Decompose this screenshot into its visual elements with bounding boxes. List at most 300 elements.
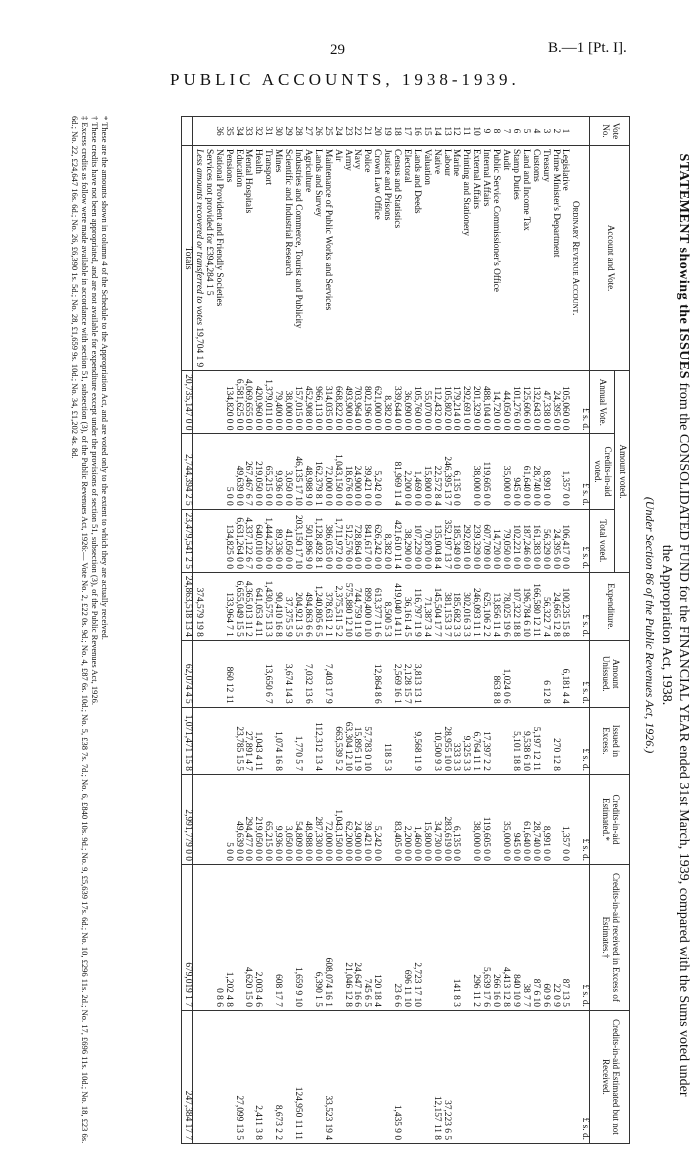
table-row <box>391 117 401 1144</box>
cell-exp: 71,387 3 4 <box>421 572 431 640</box>
cell-cav: 48,988 9 0 <box>302 434 312 509</box>
cell-cnr: 33,523 19 4 <box>322 1010 332 1143</box>
cell-annual: 201,329 0 0 <box>470 371 480 434</box>
cell-total: 4,337,122 6 7 <box>243 509 253 572</box>
cell-cexc: 5,639 17 6 <box>480 864 490 1010</box>
vote-name: Maintenance of Public Works and Services <box>322 146 332 371</box>
cell-cexc: 2,723 17 10 <box>411 864 421 1010</box>
cell-cav: 945 0 0 <box>510 434 520 509</box>
cell-total: 89,336 0 0 <box>272 509 282 572</box>
table-row <box>490 117 500 1144</box>
cell-total: 501,896 9 0 <box>302 509 312 572</box>
col-vote-no: Vote No. <box>590 117 630 146</box>
cell-exp: 1,430,575 13 3 <box>262 572 272 640</box>
cell-cexc: 2,003 4 6 <box>252 864 262 1010</box>
cell-cav: 28,740 0 0 <box>530 434 540 509</box>
cell-cnr <box>262 1010 272 1143</box>
vote-number: 10 <box>470 117 480 146</box>
cell-cnr <box>451 1010 461 1143</box>
vote-number: 13 <box>441 117 451 146</box>
cell-cexc <box>421 864 431 1010</box>
cell-unissued: 7,403 17 9 <box>322 640 332 707</box>
cell-cnr <box>470 1010 480 1143</box>
cell-unissued <box>332 640 342 707</box>
cell-excess: 28,955 10 0 <box>441 707 451 774</box>
less-row <box>193 117 203 1144</box>
cell-excess: 9,538 6 10 <box>520 707 530 774</box>
vote-number: 9 <box>480 117 490 146</box>
issues-table <box>181 116 630 1144</box>
cell-annual: 125,606 0 0 <box>520 371 530 434</box>
cell-unissued: 860 12 11 <box>223 640 233 707</box>
cell-cav: 15,800 0 0 <box>421 434 431 509</box>
cell-cest: 72,000 0 0 <box>322 774 332 864</box>
cell-annual: 101,276 0 0 <box>510 371 520 434</box>
cell-unissued: 3,674 14 3 <box>282 640 292 707</box>
cell-total: 203,150 17 10 <box>292 509 302 572</box>
table-row <box>233 117 243 1144</box>
totals-total-voted: 23,479,541 2 5 <box>182 509 193 572</box>
cell-annual: 703,964 0 0 <box>352 371 362 434</box>
cell-cest <box>381 774 391 864</box>
cell-cnr <box>560 1010 570 1143</box>
cell-cexc: 141 8 3 <box>451 864 461 1010</box>
cell-cnr: 8,673 2 2 <box>272 1010 282 1143</box>
cell-cest: 5,242 0 0 <box>371 774 381 864</box>
cell-exp: 145,504 17 7 <box>431 572 441 640</box>
cell-cnr <box>510 1010 520 1143</box>
statement-line2: the Appropriation Act, 1938. <box>659 544 674 706</box>
services-amount: £394,284 1 5 <box>203 246 214 296</box>
cell-annual: 493,900 0 0 <box>342 371 352 434</box>
cell-annual: 292,691 0 0 <box>461 371 471 434</box>
cell-unissued <box>252 640 262 707</box>
cell-cest: 6,135 0 0 <box>451 774 461 864</box>
cell-excess <box>421 707 431 774</box>
cell-cexc: 608,074 16 1 <box>322 864 332 1010</box>
cell-annual: 452,908 0 0 <box>302 371 312 434</box>
cell-cest: 83,405 0 0 <box>391 774 401 864</box>
section-heading: Ordinary Revenue Account. <box>569 146 579 371</box>
vote-number: 29 <box>282 117 292 146</box>
cell-exp: 166,580 12 11 <box>530 572 540 640</box>
col-total-voted: Total voted. <box>590 509 615 572</box>
cell-excess <box>302 707 312 774</box>
cell-cexc <box>461 864 471 1010</box>
cell-unissued <box>233 640 243 707</box>
cell-cav: 39,421 0 0 <box>361 434 371 509</box>
cell-cexc: 120 18 4 <box>371 864 381 1010</box>
table-row <box>540 117 550 1144</box>
cell-total: 640,010 0 0 <box>252 509 262 572</box>
cell-annual: 488,104 0 0 <box>480 371 490 434</box>
cell-cest: 5 0 0 <box>223 774 233 864</box>
cell-excess: 112,312 13 4 <box>312 707 322 774</box>
cell-cest: 24,900 0 0 <box>352 774 362 864</box>
cell-excess: 57,783 0 10 <box>361 707 371 774</box>
cell-exp <box>213 572 223 640</box>
cell-annual: 134,820 0 0 <box>223 371 233 434</box>
cell-cest: 294,477 0 0 <box>243 774 253 864</box>
vote-number: 32 <box>252 117 262 146</box>
vote-name: Census and Statistics <box>391 146 401 371</box>
cell-cav: 38,000 0 0 <box>470 434 480 509</box>
cell-excess: 17,397 2 2 <box>480 707 490 774</box>
cell-exp: 36,161 4 5 <box>401 572 411 640</box>
cell-unissued: 13,650 6 7 <box>262 640 272 707</box>
cell-cest: 3,050 0 0 <box>282 774 292 864</box>
cell-unissued: 3,813 13 1 <box>411 640 421 707</box>
cell-cexc <box>441 864 451 1010</box>
cell-cest: 219,050 0 0 <box>252 774 262 864</box>
cell-cexc: 266 16 0 <box>490 864 500 1010</box>
table-row <box>550 117 560 1144</box>
table-row <box>510 117 520 1144</box>
cell-unissued <box>243 640 253 707</box>
vote-name: Native <box>431 146 441 371</box>
cell-unissued <box>510 640 520 707</box>
cell-exp: 37,375 5 9 <box>282 572 292 640</box>
table-row <box>322 117 332 1144</box>
vote-number: 11 <box>461 117 471 146</box>
cell-annual: 621,000 0 0 <box>371 371 381 434</box>
cell-total: 107,229 0 0 <box>411 509 421 572</box>
cell-excess: 9,325 3 3 <box>461 707 471 774</box>
cell-cest: 1,357 0 0 <box>560 774 570 864</box>
cell-cnr <box>371 1010 381 1143</box>
cell-total: 1,444,226 0 0 <box>262 509 272 572</box>
col-account: Account and Vote. <box>590 146 630 371</box>
cell-cav: 246,395 13 7 <box>441 434 451 509</box>
cell-cnr <box>213 1010 223 1143</box>
cell-exp: 133,964 7 1 <box>223 572 233 640</box>
vote-name: Mental Hospitals <box>243 146 253 371</box>
cell-total: 38,290 0 0 <box>401 509 411 572</box>
vote-name: National Provident and Friendly Societies <box>213 146 223 371</box>
cell-exp: 204,921 3 5 <box>292 572 302 640</box>
cell-cest: 28,740 0 0 <box>530 774 540 864</box>
cell-cest: 48,988 0 0 <box>302 774 312 864</box>
cell-excess: 15,895 11 9 <box>352 707 362 774</box>
table-row <box>401 117 411 1144</box>
vote-number: 33 <box>243 117 253 146</box>
table-row <box>342 117 352 1144</box>
cell-cest: 65,215 0 0 <box>262 774 272 864</box>
cell-cav: 8,991 0 0 <box>540 434 550 509</box>
cell-cexc <box>431 864 441 1010</box>
totals-credits-not-received: 247,384 17 7 <box>182 1010 193 1143</box>
table-row <box>441 117 451 1144</box>
cell-cest: 287,330 0 0 <box>312 774 322 864</box>
vote-number: 17 <box>401 117 411 146</box>
cell-cnr <box>312 1010 322 1143</box>
vote-name: Education <box>233 146 243 371</box>
cell-exp: 2,375,511 5 2 <box>332 572 342 640</box>
cell-unissued: 2,569 16 1 <box>391 640 401 707</box>
cell-unissued <box>361 640 371 707</box>
cell-unissued: 6 12 8 <box>540 640 550 707</box>
table-row <box>530 117 540 1144</box>
cell-excess: 1,043 4 11 <box>252 707 262 774</box>
cell-cest: 119,605 0 0 <box>480 774 490 864</box>
cell-annual: 802,196 0 0 <box>361 371 371 434</box>
cell-total: 185,349 0 0 <box>451 509 461 572</box>
cell-cexc: 23 6 6 <box>391 864 401 1010</box>
less-label: Less amounts recovered or transferred to votes <box>193 149 204 326</box>
footnote-2: † These credits have not been appropriated, and are not available for expenditure except under the provisions of section 51, subsection (3), of the Public Revenues Act, 1926. <box>90 116 100 705</box>
table-row <box>500 117 510 1144</box>
cell-cexc: 696 11 10 <box>401 864 411 1010</box>
cell-excess: 10,500 9 3 <box>431 707 441 774</box>
cell-exp: 246,093 11 1 <box>470 572 480 640</box>
cell-total: 6,631,264 0 0 <box>233 509 243 572</box>
vote-name: Printing and Stationery <box>461 146 471 371</box>
cell-cav: 65,215 0 0 <box>262 434 272 509</box>
cell-annual: 112,432 0 0 <box>431 371 441 434</box>
vote-name: Stamp Duties <box>510 146 520 371</box>
cell-total: 292,691 0 0 <box>461 509 471 572</box>
cell-exp: 494,863 6 6 <box>302 572 312 640</box>
cell-exp: 899,400 0 10 <box>361 572 371 640</box>
table-row <box>282 117 292 1144</box>
cell-cnr: 12,157 11 8 <box>431 1010 441 1143</box>
cell-total: 8,382 0 0 <box>381 509 391 572</box>
vote-number: 35 <box>223 117 233 146</box>
cell-total: 512,576 0 0 <box>342 509 352 572</box>
cell-annual: 157,015 0 0 <box>292 371 302 434</box>
cell-unissued: 12,864 8 6 <box>371 640 381 707</box>
cell-cest: 283,619 0 0 <box>441 774 451 864</box>
vote-number: 22 <box>352 117 362 146</box>
cell-total: 187,246 0 0 <box>520 509 530 572</box>
cell-cav: 2,200 0 0 <box>401 434 411 509</box>
cell-cest: 34,730 0 0 <box>431 774 441 864</box>
cell-cnr: 2,411 3 8 <box>252 1010 262 1143</box>
cell-cav <box>490 434 500 509</box>
cell-annual: 966,113 0 0 <box>312 371 322 434</box>
cell-cnr <box>401 1010 411 1143</box>
cell-cnr <box>243 1010 253 1143</box>
col-credits-excess: Credits-in-aid received in Excess of Estimates.† <box>590 864 630 1010</box>
cell-total: 626,242 0 0 <box>371 509 381 572</box>
cell-cav: 49,639 0 0 <box>233 434 243 509</box>
cell-total: 102,221 0 0 <box>510 509 520 572</box>
cell-cnr <box>540 1010 550 1143</box>
cell-total: 239,329 0 0 <box>470 509 480 572</box>
cell-excess: 118 5 3 <box>381 707 391 774</box>
vote-number: 26 <box>312 117 322 146</box>
col-credits-not-received: Credits-in-aid Estimated but not Received. <box>590 1010 630 1143</box>
cell-exp: 6,655,049 15 5 <box>233 572 243 640</box>
table-row <box>381 117 391 1144</box>
table-row <box>371 117 381 1144</box>
less-amount: 19,704 1 9 <box>193 327 204 368</box>
table-row <box>292 117 302 1144</box>
cell-total: 352,197 13 7 <box>441 509 451 572</box>
vote-name: Agriculture <box>302 146 312 371</box>
vote-number: 4 <box>530 117 540 146</box>
cell-cav: 1,357 0 0 <box>560 434 570 509</box>
cell-cest: 35,000 0 0 <box>500 774 510 864</box>
cell-cav <box>381 434 391 509</box>
services-label: Services not provided for <box>203 149 214 245</box>
cell-unissued <box>451 640 461 707</box>
section-heading-row <box>569 117 579 1144</box>
totals-credits-excess: 679,019 1 7 <box>182 864 193 1010</box>
cell-cnr <box>342 1010 352 1143</box>
cell-cav: 35,000 0 0 <box>500 434 510 509</box>
cell-cexc: 296 11 2 <box>470 864 480 1010</box>
cell-exp: 378,631 2 1 <box>322 572 332 640</box>
cell-cnr <box>421 1010 431 1143</box>
cell-annual: 8,382 0 0 <box>381 371 391 434</box>
cell-total: 79,050 0 0 <box>500 509 510 572</box>
vote-name: Valuation <box>421 146 431 371</box>
cell-annual: 79,400 0 0 <box>272 371 282 434</box>
cell-annual <box>213 371 223 434</box>
cell-excess: 663,539 5 2 <box>332 707 342 774</box>
vote-number: 1 <box>560 117 570 146</box>
table-row <box>243 117 253 1144</box>
cell-cexc <box>262 864 272 1010</box>
cell-cexc: 840 10 9 <box>510 864 520 1010</box>
cell-cest: 1,043,150 0 0 <box>332 774 342 864</box>
cell-cexc <box>332 864 342 1010</box>
vote-name: Air <box>332 146 342 371</box>
cell-excess <box>322 707 332 774</box>
cell-exp: 613,377 11 6 <box>371 572 381 640</box>
cell-annual: 24,395 0 0 <box>550 371 560 434</box>
col-amount-voted: Amount voted. <box>615 371 630 573</box>
cell-exp: 419,040 14 11 <box>391 572 401 640</box>
cell-total: 24,395 0 0 <box>550 509 560 572</box>
table-row <box>470 117 480 1144</box>
cell-unissued: 6,181 4 4 <box>560 640 570 707</box>
col-expenditure: Expenditure. <box>590 572 630 640</box>
vote-number: 34 <box>233 117 243 146</box>
cell-cest <box>213 774 223 864</box>
table-row <box>520 117 530 1144</box>
cell-exp: 78,025 19 6 <box>500 572 510 640</box>
cell-excess: 1,770 5 7 <box>292 707 302 774</box>
cell-cav: 18,676 0 0 <box>342 434 352 509</box>
cell-cest: 39,421 0 0 <box>361 774 371 864</box>
col-unissued: Amount Unissued. <box>590 640 630 707</box>
cell-excess: 6,764 11 1 <box>470 707 480 774</box>
cell-cav: 81,969 11 4 <box>391 434 401 509</box>
cell-annual: 36,090 0 0 <box>401 371 411 434</box>
cell-cav <box>213 434 223 509</box>
cell-total: 1,711,972 0 0 <box>332 509 342 572</box>
cell-unissued <box>342 640 352 707</box>
cell-unissued <box>421 640 431 707</box>
cell-cexc: 745 6 5 <box>361 864 371 1010</box>
table-row <box>272 117 282 1144</box>
vote-number: 16 <box>411 117 421 146</box>
vote-name: Lands and Survey <box>312 146 322 371</box>
cell-cest: 15,800 0 0 <box>421 774 431 864</box>
cell-excess: 5,101 18 8 <box>510 707 520 774</box>
table-tail <box>182 117 213 1144</box>
vote-number: 15 <box>421 117 431 146</box>
cell-cav: 1,043,150 0 0 <box>332 434 342 509</box>
table-row <box>302 117 312 1144</box>
table-row <box>312 117 322 1144</box>
cell-annual: 132,643 0 0 <box>530 371 540 434</box>
cell-cnr <box>500 1010 510 1143</box>
cell-excess: 1,074 16 8 <box>272 707 282 774</box>
vote-name: External Affairs <box>470 146 480 371</box>
footnotes <box>70 116 110 1144</box>
cell-annual: 4,069,655 0 0 <box>243 371 253 434</box>
vote-name: Electoral <box>401 146 411 371</box>
vote-number: 8 <box>490 117 500 146</box>
cell-cest: 54,809 0 0 <box>292 774 302 864</box>
statement-issues: ISSUES <box>676 327 691 379</box>
cell-exp: 24,665 12 8 <box>550 572 560 640</box>
cell-cnr <box>282 1010 292 1143</box>
cell-unissued: 7,032 13 6 <box>302 640 312 707</box>
cell-cexc: 22 0 9 <box>550 864 560 1010</box>
rotated-statement <box>60 100 700 1150</box>
cell-excess: 9,568 11 9 <box>411 707 421 774</box>
page-header <box>0 0 700 100</box>
cell-cnr <box>520 1010 530 1143</box>
cell-cexc: 6,390 1 5 <box>312 864 322 1010</box>
cell-annual: 55,070 0 0 <box>421 371 431 434</box>
col-credits-estimated: Credits-in-aid Estimated.* <box>590 774 630 864</box>
cell-cav: 5 0 0 <box>223 434 233 509</box>
vote-number: 2 <box>550 117 560 146</box>
cell-total: 70,870 0 0 <box>421 509 431 572</box>
cell-cav: 162,379 8 1 <box>312 434 322 509</box>
cell-cexc: 608 17 7 <box>272 864 282 1010</box>
cell-cnr <box>223 1010 233 1143</box>
cell-cexc: 4,413 12 8 <box>500 864 510 1010</box>
table-row <box>262 117 272 1144</box>
cell-annual: 339,644 0 0 <box>391 371 401 434</box>
cell-total: 134,825 0 0 <box>223 509 233 572</box>
vote-number: 12 <box>451 117 461 146</box>
cell-unissued: 2,128 15 7 <box>401 640 411 707</box>
cell-excess: 5,197 12 11 <box>530 707 540 774</box>
cell-unissued <box>213 640 223 707</box>
cell-unissued <box>431 640 441 707</box>
cell-total: 1,128,492 8 1 <box>312 509 322 572</box>
cell-cexc <box>381 864 391 1010</box>
vote-name: Customs <box>530 146 540 371</box>
cell-cnr: 1,435 9 0 <box>391 1010 401 1143</box>
cell-unissued <box>292 640 302 707</box>
cell-cnr <box>381 1010 391 1143</box>
vote-name: Internal Affairs <box>480 146 490 371</box>
cell-unissued: 1,024 0 6 <box>500 640 510 707</box>
cell-cav: 46,135 17 10 <box>292 434 302 509</box>
cell-unissued <box>461 640 471 707</box>
document-reference: B.—1 [Pt. I]. <box>548 40 627 56</box>
vote-number: 3 <box>540 117 550 146</box>
vote-name: Army <box>342 146 352 371</box>
vote-number: 27 <box>302 117 312 146</box>
cell-cexc <box>302 864 312 1010</box>
cell-cav: 5,242 0 0 <box>371 434 381 509</box>
cell-annual: 1,379,011 0 0 <box>262 371 272 434</box>
cell-cav: 72,000 0 0 <box>322 434 332 509</box>
cell-excess <box>401 707 411 774</box>
vote-number: 24 <box>332 117 342 146</box>
cell-unissued <box>530 640 540 707</box>
cell-exp: 381,153 3 7 <box>441 572 451 640</box>
